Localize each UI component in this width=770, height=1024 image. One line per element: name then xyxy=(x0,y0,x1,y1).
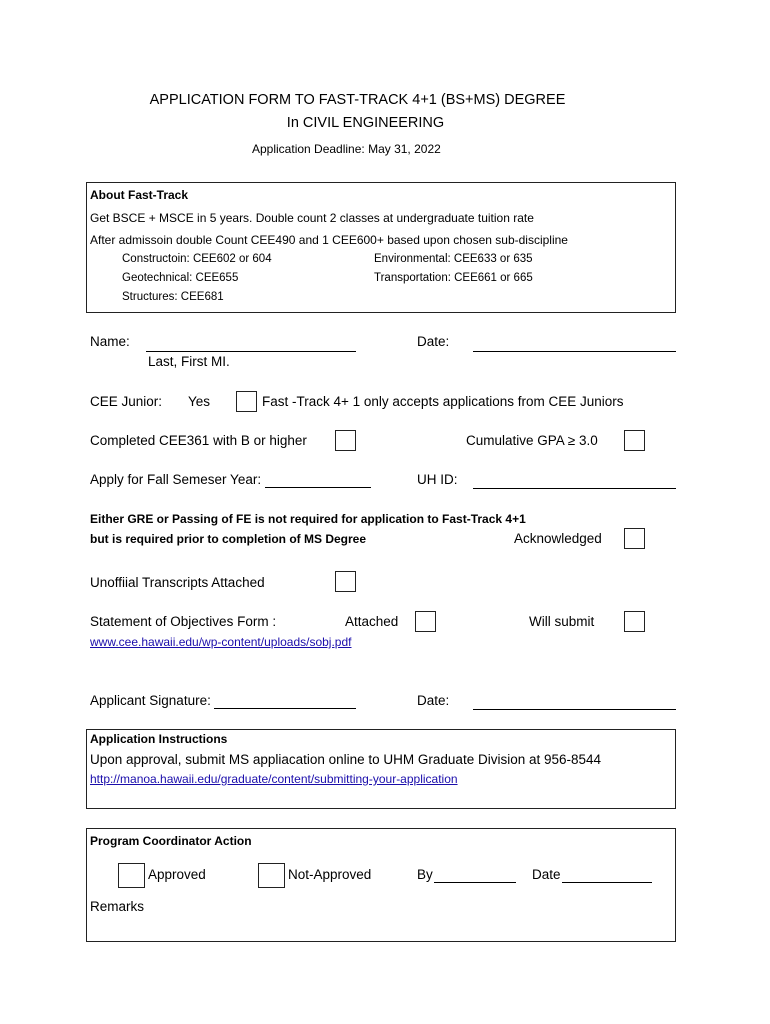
cee-junior-yes-label: Yes xyxy=(188,394,211,409)
about-line2: After admissoin double Count CEE490 and 1 CEE600+ based upon chosen sub-discipline xyxy=(90,233,568,247)
name-hint: Last, First MI. xyxy=(148,354,230,369)
gre-notice-line1: Either GRE or Passing of FE is not required for application to Fast-Track 4+1 xyxy=(90,512,526,526)
coordinator-date-field[interactable] xyxy=(562,882,652,883)
transportation-courses: Transportation: CEE661 or 665 xyxy=(374,272,533,284)
construction-courses: Constructoin: CEE602 or 604 xyxy=(122,253,272,265)
by-label: By xyxy=(417,867,433,882)
name-field[interactable] xyxy=(146,351,356,352)
signature-date-field[interactable] xyxy=(473,709,676,710)
fall-semester-year-field[interactable] xyxy=(265,487,371,488)
form-title-line1: APPLICATION FORM TO FAST-TRACK 4+1 (BS+MS) DEGREE xyxy=(149,92,566,108)
coordinator-date-label: Date xyxy=(532,867,561,882)
objectives-label: Statement of Objectives Form : xyxy=(90,614,277,629)
about-heading: About Fast-Track xyxy=(90,188,189,202)
cee361-label: Completed CEE361 with B or higher xyxy=(90,433,307,448)
form-title-line2: In CIVIL ENGINEERING xyxy=(286,115,445,131)
acknowledged-label: Acknowledged xyxy=(514,531,602,546)
attached-checkbox[interactable] xyxy=(415,611,436,632)
uh-id-field[interactable] xyxy=(473,488,676,489)
application-deadline: Application Deadline: May 31, 2022 xyxy=(252,142,441,156)
instructions-heading: Application Instructions xyxy=(90,732,228,746)
environmental-courses: Environmental: CEE633 or 635 xyxy=(374,253,533,265)
signature-date-label: Date: xyxy=(417,693,450,708)
date-label: Date: xyxy=(417,334,450,349)
transcripts-checkbox[interactable] xyxy=(335,571,356,592)
instructions-text: Upon approval, submit MS appliacation online to UHM Graduate Division at 956-8544 xyxy=(90,752,602,767)
cee-junior-checkbox[interactable] xyxy=(236,391,257,412)
not-approved-label: Not-Approved xyxy=(288,867,372,882)
approved-label: Approved xyxy=(148,867,206,882)
about-line1: Get BSCE + MSCE in 5 years. Double count 2 classes at undergraduate tuition rate xyxy=(90,211,534,225)
fall-semester-label: Apply for Fall Semeser Year: xyxy=(90,472,262,487)
objectives-form-link[interactable]: www.cee.hawaii.edu/wp-content/uploads/sobj.pdf xyxy=(90,635,352,649)
gpa-checkbox[interactable] xyxy=(624,430,645,451)
cee-junior-note: Fast -Track 4+ 1 only accepts applications from CEE Juniors xyxy=(262,394,624,409)
graduate-application-link[interactable]: http://manoa.hawaii.edu/graduate/content/submitting-your-application xyxy=(90,772,458,786)
acknowledged-checkbox[interactable] xyxy=(624,528,645,549)
remarks-label: Remarks xyxy=(90,899,145,914)
cee361-checkbox[interactable] xyxy=(335,430,356,451)
approved-checkbox[interactable] xyxy=(118,863,145,888)
signature-field[interactable] xyxy=(214,708,356,709)
will-submit-checkbox[interactable] xyxy=(624,611,645,632)
gre-notice-line2: but is required prior to completion of MS Degree xyxy=(90,532,367,546)
not-approved-checkbox[interactable] xyxy=(258,863,285,888)
cee-junior-label: CEE Junior: xyxy=(90,394,163,409)
name-label: Name: xyxy=(90,334,130,349)
by-field[interactable] xyxy=(434,882,516,883)
will-submit-label: Will submit xyxy=(529,614,595,629)
gpa-label: Cumulative GPA ≥ 3.0 xyxy=(466,433,598,448)
geotechnical-courses: Geotechnical: CEE655 xyxy=(122,272,239,284)
uh-id-label: UH ID: xyxy=(417,472,458,487)
structures-courses: Structures: CEE681 xyxy=(122,291,224,303)
date-field[interactable] xyxy=(473,351,676,352)
transcripts-label: Unoffiial Transcripts Attached xyxy=(90,575,265,590)
signature-label: Applicant Signature: xyxy=(90,693,211,708)
coordinator-heading: Program Coordinator Action xyxy=(90,834,252,848)
attached-label: Attached xyxy=(345,614,399,629)
